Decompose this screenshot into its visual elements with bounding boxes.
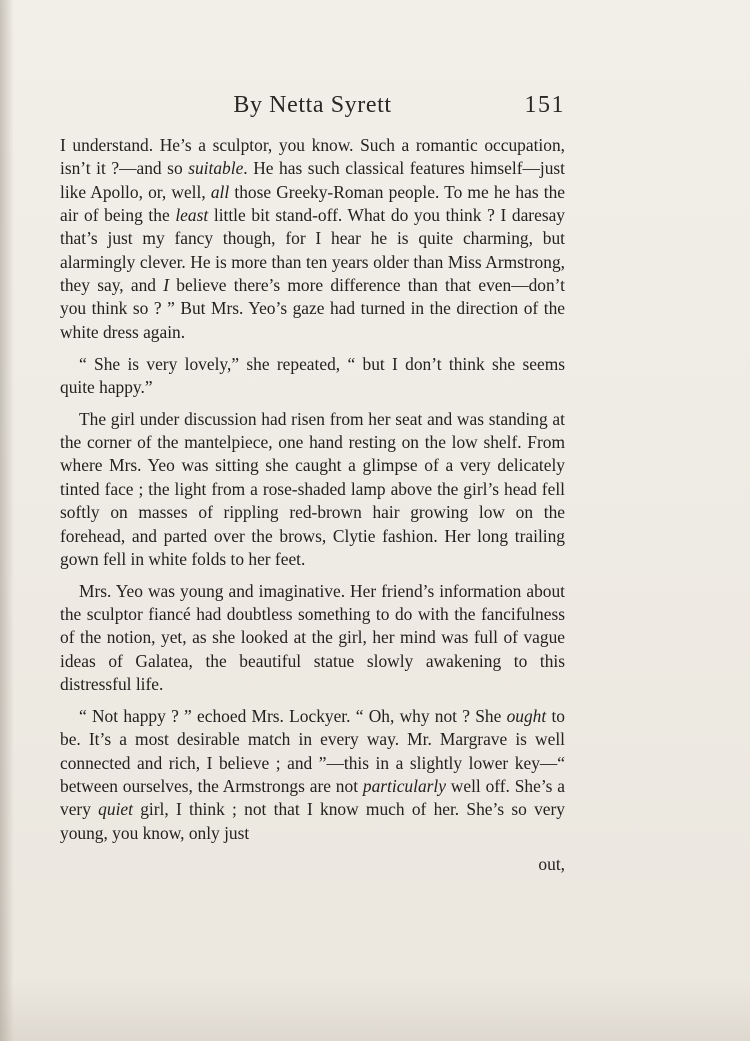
text-run: those Greeky-Roman people. To me he has the air of being the	[60, 181, 566, 226]
text-run: Mrs. Yeo was young and imaginative. Her friend’s information about the sculptor fiancé had doubtless something to do with the fancifulness of the notion, yet, as she looked at the girl, her mind was full of vague ideas of Galatea, the beautiful statue slowly awakening to this distressful life.	[60, 580, 565, 695]
italic-text: quiet	[98, 799, 133, 820]
paragraph-1	[60, 134, 565, 344]
text-run: “ Not happy ? ” echoed Mrs. Lockyer. “ Oh, why not ? She	[79, 705, 507, 726]
text-run: . He has such classical features himself—just like Apollo, or, well,	[60, 158, 565, 202]
running-head	[60, 92, 565, 126]
text-run: little bit stand-off. What do you think ? I daresay that’s just my fancy though, for I hear he is quite charming, but alarmingly clever. He is more than ten years older than Miss Armstrong, they say, and	[60, 205, 565, 296]
page-bottom-shading	[0, 981, 750, 1041]
italic-text: all	[210, 181, 230, 202]
catchword: out,	[538, 854, 565, 875]
page-number: 151	[524, 92, 565, 118]
binding-gutter-shadow	[0, 0, 14, 1041]
text-run: believe there’s more difference than that even—don’t you think so ? ” But Mrs. Yeo’s gaze had turned in the direction of the white dress again.	[60, 275, 565, 342]
running-title: By Netta Syrett	[233, 92, 392, 118]
italic-text: particularly	[362, 775, 446, 796]
text-run: well off. She’s a very	[60, 775, 565, 820]
paragraph-5	[60, 705, 565, 845]
italic-text: least	[175, 205, 209, 226]
italic-text: I	[163, 275, 170, 296]
italic-text: suitable	[188, 158, 244, 179]
paragraph-4	[60, 580, 565, 697]
paragraph-2	[60, 353, 565, 400]
italic-text: ought	[506, 705, 547, 726]
text-run: “ She is very lovely,” she repeated, “ but I don’t think she seems quite happy.”	[60, 353, 565, 397]
text-run: to be. It’s a most desirable match in every way. Mr. Margrave is well connected and rich, I believe ; and ”—this in a slightly lower key—“ between ourselves, the Armstrongs are not	[60, 705, 565, 796]
body-text	[60, 134, 565, 877]
text-run: I understand. He’s a sculptor, you know. Such a romantic occupation, isn’t it ?—and so	[60, 135, 565, 179]
text-run: girl, I think ; not that I know much of her. She’s so very young, you know, only just	[60, 799, 565, 843]
paragraph-3	[60, 408, 565, 571]
text-run: The girl under discussion had risen from her seat and was standing at the corner of the mantelpiece, one hand resting on the low shelf. From where Mrs. Yeo was sitting she caught a glimpse of a very delicately tinted face ; the light from a rose-shaded lamp above the girl’s head fell softly on masses of rippling red-brown hair growing low on the forehead, and parted over the brows, Clytie fashion. Her long trailing gown fell in white folds to her feet.	[60, 408, 565, 569]
